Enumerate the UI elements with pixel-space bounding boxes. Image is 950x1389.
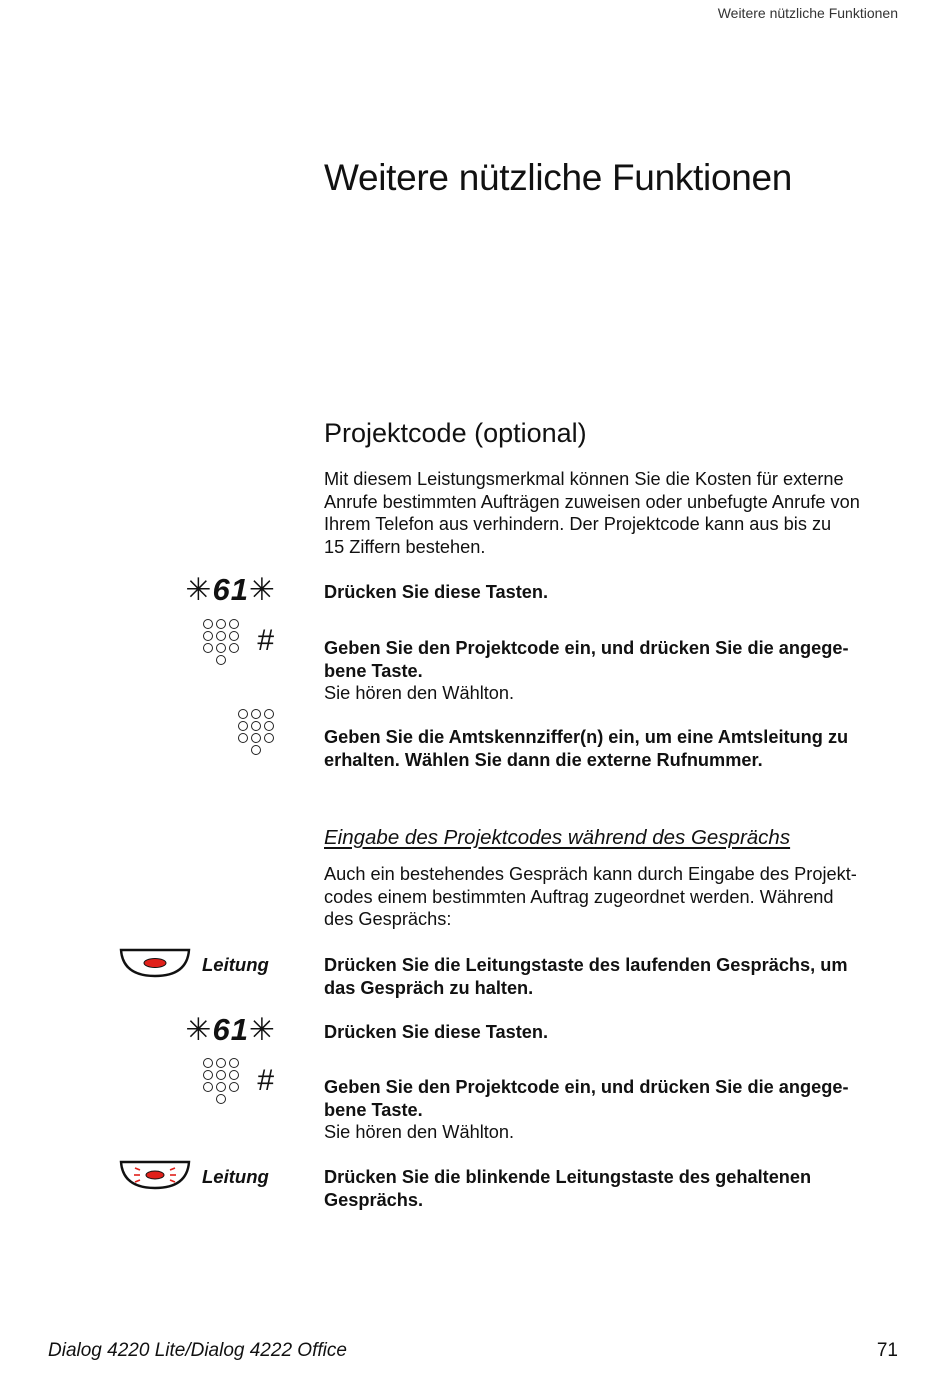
step-instruction <box>324 726 904 771</box>
key-digits: 61 <box>212 572 250 607</box>
subsection-intro <box>324 863 904 931</box>
instruction-line: bene Taste. <box>324 1099 423 1120</box>
section-intro <box>324 468 904 558</box>
keypad-icon <box>203 619 240 665</box>
step-instruction <box>324 1076 904 1144</box>
instruction-line: Drücken Sie die blinkende Leitungstaste des gehaltenen <box>324 1167 812 1187</box>
intro-line: des Gesprächs: <box>324 909 452 929</box>
step-instruction: Drücken Sie diese Tasten. <box>324 582 549 602</box>
intro-line: Ihrem Telefon aus verhindern. Der Projektcode kann aus bis zu <box>324 514 832 534</box>
step-instruction <box>324 954 904 999</box>
instruction-line: Drücken Sie die Leitungstaste des laufenden Gesprächs, um <box>324 955 848 975</box>
intro-line: Auch ein bestehendes Gespräch kann durch Eingabe des Projekt- <box>324 864 857 884</box>
step-instruction <box>324 637 904 705</box>
key-sequence <box>186 1012 276 1048</box>
instruction-line: bene Taste. <box>324 660 423 681</box>
subsection-title: Eingabe des Projektcodes während des Gesprächs <box>324 826 791 849</box>
instruction-note: Sie hören den Wählton. <box>324 683 515 703</box>
hash-key-icon: # <box>257 1064 274 1097</box>
key-digits: 61 <box>212 1012 250 1047</box>
line-key-blinking-icon <box>119 1160 191 1190</box>
line-key-label: Leitung <box>202 954 269 975</box>
instruction-line: Geben Sie die Amtskennziffer(n) ein, um eine Amtsleitung zu <box>324 727 849 747</box>
star-key-icon: ✳ <box>249 572 276 607</box>
instruction-line: Geben Sie den Projektcode ein, und drücken Sie die angege- <box>324 1077 849 1097</box>
star-key-icon: ✳ <box>185 1012 213 1047</box>
intro-line: codes einem bestimmten Auftrag zugeordnet werden. Während <box>324 886 834 907</box>
intro-line: Mit diesem Leistungsmerkmal können Sie die Kosten für externe <box>324 469 844 489</box>
star-key-icon: ✳ <box>185 572 213 607</box>
page-number: 71 <box>876 1340 898 1361</box>
key-sequence <box>186 572 276 608</box>
running-head: Weitere nützliche Funktionen <box>717 5 898 21</box>
instruction-line: Gesprächs. <box>324 1189 424 1210</box>
keypad-icon <box>238 709 275 755</box>
keypad-icon <box>203 1058 240 1104</box>
hash-key-icon: # <box>257 624 274 657</box>
footer-model: Dialog 4220 Lite/Dialog 4222 Office <box>48 1340 347 1361</box>
step-instruction: Drücken Sie diese Tasten. <box>324 1022 549 1042</box>
intro-line: Anrufe bestimmten Aufträgen zuweisen oder unbefugte Anrufe von <box>324 491 860 512</box>
star-key-icon: ✳ <box>249 1012 276 1047</box>
step-instruction <box>324 1166 904 1211</box>
page-title: Weitere nützliche Funktionen <box>324 157 793 198</box>
section-title: Projektcode (optional) <box>324 418 587 448</box>
line-key-label: Leitung <box>202 1166 269 1187</box>
instruction-line: das Gespräch zu halten. <box>324 977 534 998</box>
instruction-line: Geben Sie den Projektcode ein, und drücken Sie die angege- <box>324 638 849 658</box>
intro-line: 15 Ziffern bestehen. <box>324 536 486 557</box>
instruction-note: Sie hören den Wählton. <box>324 1122 515 1142</box>
line-key-icon <box>119 948 191 978</box>
instruction-line: erhalten. Wählen Sie dann die externe Rufnummer. <box>324 749 763 770</box>
